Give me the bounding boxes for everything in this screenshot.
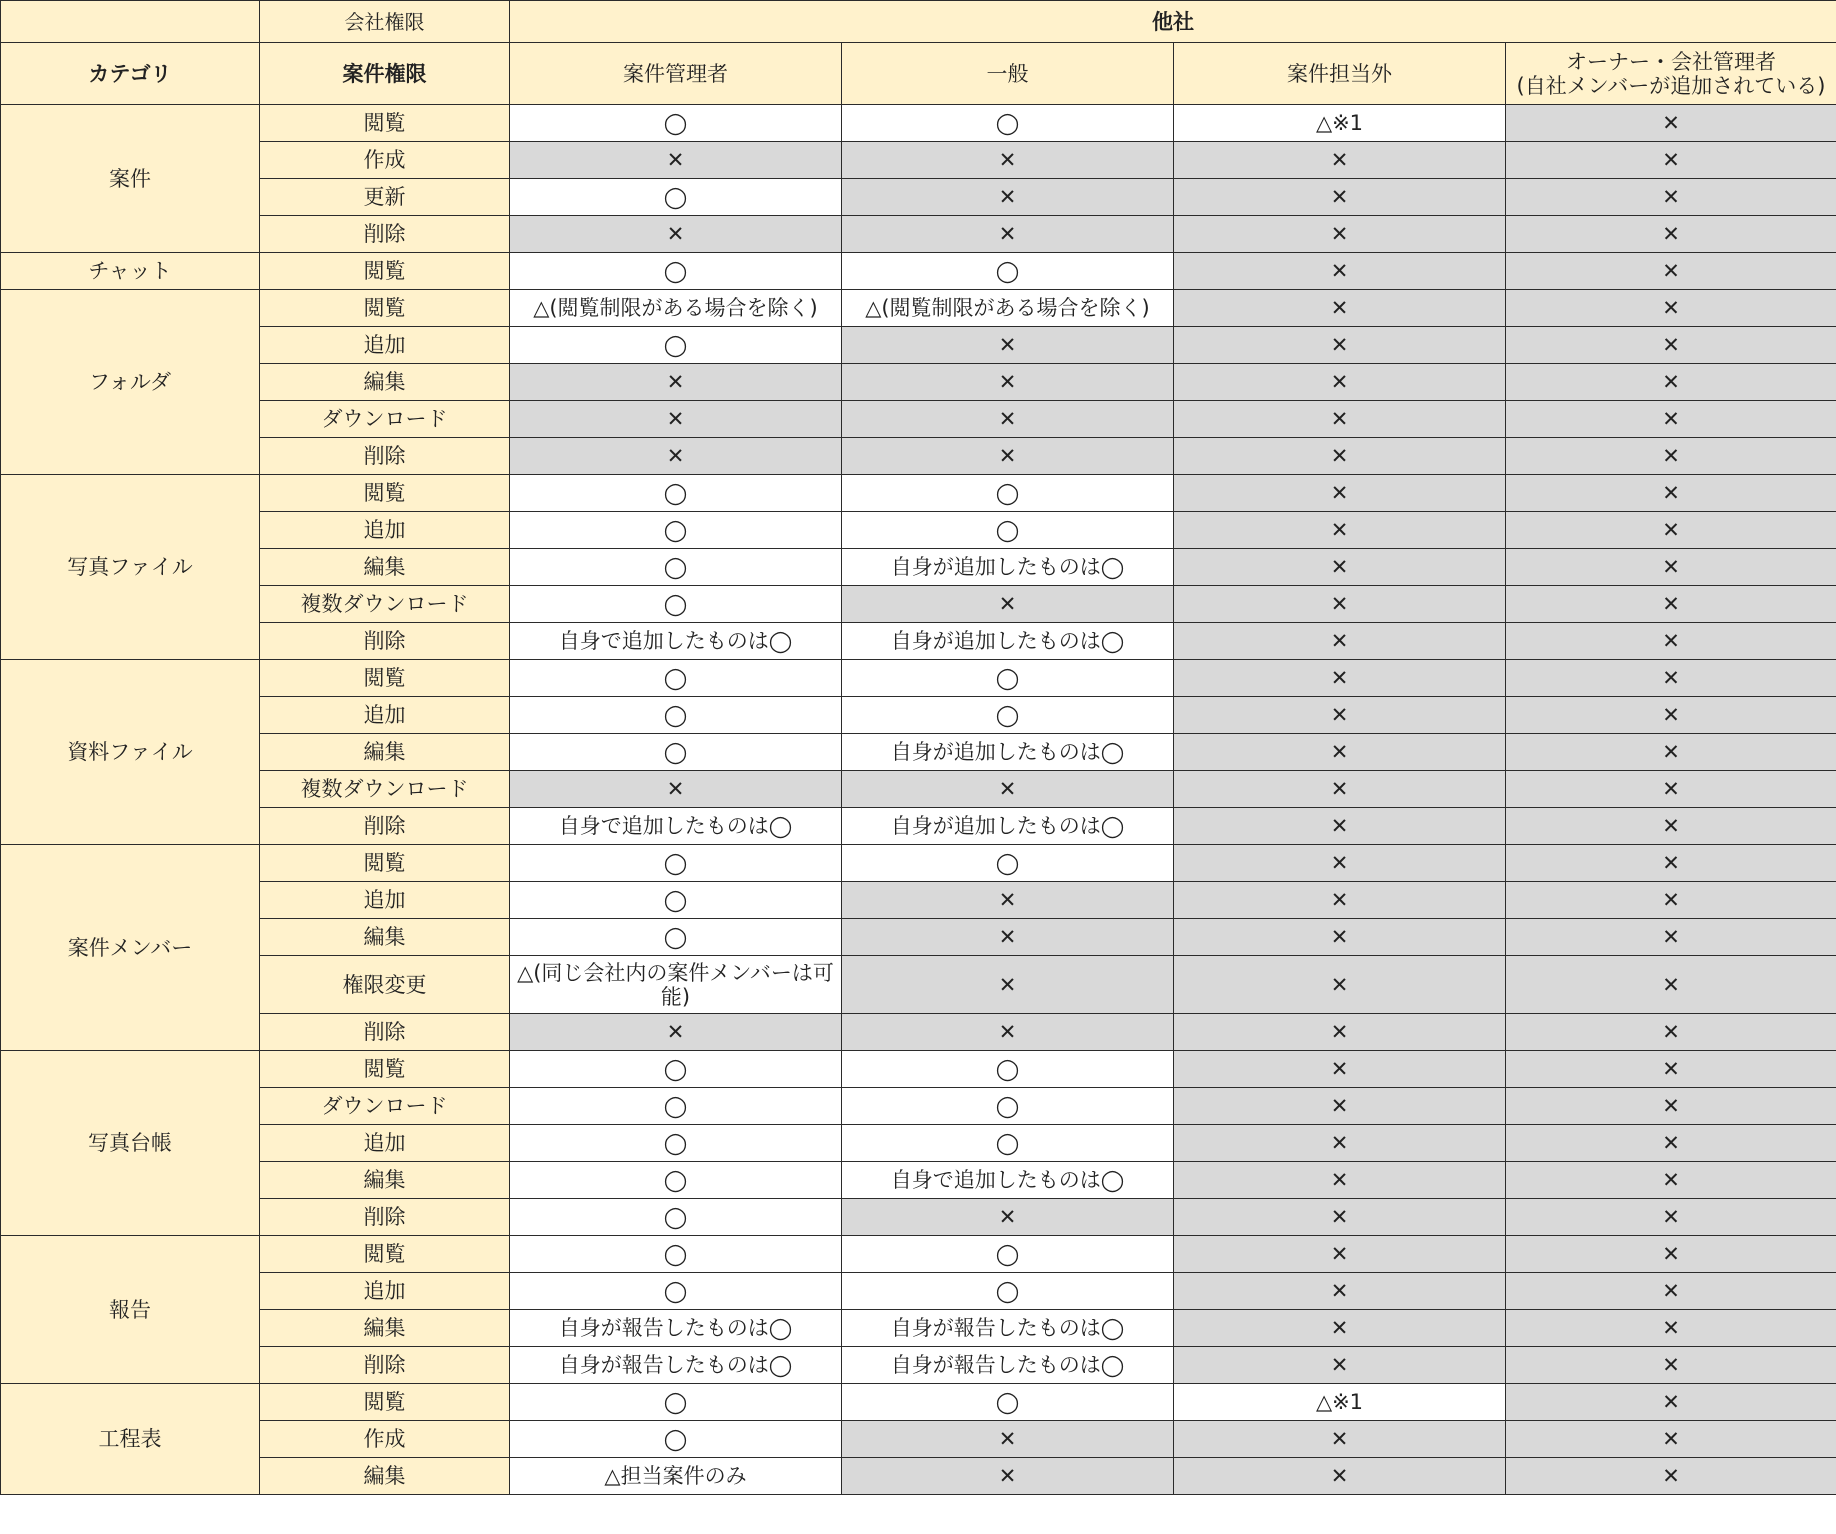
- value-cell: ✕: [1506, 475, 1836, 512]
- value-cell: ◯: [510, 179, 842, 216]
- value-cell: ✕: [1506, 364, 1836, 401]
- permission-cell: 削除: [260, 1199, 510, 1236]
- value-cell: ✕: [1174, 253, 1506, 290]
- value-cell: ✕: [510, 401, 842, 438]
- value-cell: △担当案件のみ: [510, 1458, 842, 1495]
- header-role-general: 一般: [842, 43, 1174, 105]
- permission-cell: ダウンロード: [260, 1088, 510, 1125]
- value-cell: ✕: [1506, 1199, 1836, 1236]
- value-cell: 自身で追加したものは◯: [510, 808, 842, 845]
- value-cell: ✕: [1506, 1347, 1836, 1384]
- value-cell: ✕: [842, 882, 1174, 919]
- header-category: カテゴリ: [1, 43, 260, 105]
- value-cell: ✕: [1506, 1384, 1836, 1421]
- table-row: [1, 808, 1836, 845]
- value-cell: ◯: [842, 1051, 1174, 1088]
- value-cell: ✕: [1174, 623, 1506, 660]
- value-cell: ✕: [1506, 1458, 1836, 1495]
- permission-cell: 閲覧: [260, 1236, 510, 1273]
- value-cell: ◯: [842, 697, 1174, 734]
- table-row: [1, 475, 1836, 512]
- table-row: [1, 1421, 1836, 1458]
- value-cell: ✕: [1506, 956, 1836, 1014]
- table-row: [1, 734, 1836, 771]
- value-cell: ✕: [1506, 290, 1836, 327]
- value-cell: ✕: [510, 438, 842, 475]
- permission-cell: 編集: [260, 1162, 510, 1199]
- value-cell: △(閲覧制限がある場合を除く): [510, 290, 842, 327]
- value-cell: ✕: [1506, 327, 1836, 364]
- value-cell: ◯: [842, 1088, 1174, 1125]
- value-cell: ✕: [1506, 142, 1836, 179]
- table-row: [1, 660, 1836, 697]
- value-cell: ◯: [510, 1273, 842, 1310]
- category-cell: チャット: [1, 253, 260, 290]
- value-cell: ✕: [842, 586, 1174, 623]
- value-cell: 自身が追加したものは◯: [842, 734, 1174, 771]
- header-role-not-assigned: 案件担当外: [1174, 43, 1506, 105]
- value-cell: ✕: [1174, 1088, 1506, 1125]
- value-cell: ✕: [1506, 549, 1836, 586]
- value-cell: ✕: [1506, 253, 1836, 290]
- table-row: [1, 882, 1836, 919]
- value-cell: ◯: [510, 1051, 842, 1088]
- category-cell: 写真ファイル: [1, 475, 260, 660]
- value-cell: ✕: [510, 364, 842, 401]
- permission-cell: 追加: [260, 1273, 510, 1310]
- value-cell: ◯: [842, 660, 1174, 697]
- value-cell: 自身が報告したものは◯: [842, 1310, 1174, 1347]
- permission-cell: 閲覧: [260, 1051, 510, 1088]
- value-cell: ✕: [842, 1014, 1174, 1051]
- value-cell: ◯: [842, 1384, 1174, 1421]
- value-cell: 自身が追加したものは◯: [842, 549, 1174, 586]
- table-row: [1, 1384, 1836, 1421]
- value-cell: ◯: [510, 882, 842, 919]
- table-row: [1, 1199, 1836, 1236]
- header-company-perm: 会社権限: [260, 1, 510, 43]
- table-row: [1, 142, 1836, 179]
- value-cell: ✕: [1174, 734, 1506, 771]
- permission-cell: 編集: [260, 734, 510, 771]
- value-cell: △※1: [1174, 1384, 1506, 1421]
- value-cell: ◯: [510, 1125, 842, 1162]
- permission-cell: 追加: [260, 697, 510, 734]
- table-row: [1, 512, 1836, 549]
- value-cell: ✕: [842, 771, 1174, 808]
- category-cell: フォルダ: [1, 290, 260, 475]
- value-cell: △(閲覧制限がある場合を除く): [842, 290, 1174, 327]
- value-cell: ◯: [510, 475, 842, 512]
- value-cell: ✕: [1506, 882, 1836, 919]
- value-cell: ✕: [1174, 142, 1506, 179]
- table-row: [1, 438, 1836, 475]
- value-cell: ◯: [510, 1236, 842, 1273]
- value-cell: ✕: [1506, 623, 1836, 660]
- header-row-roles: [1, 43, 1836, 105]
- value-cell: ✕: [1506, 734, 1836, 771]
- value-cell: ✕: [1174, 1162, 1506, 1199]
- permission-cell: 編集: [260, 1310, 510, 1347]
- value-cell: ✕: [1174, 290, 1506, 327]
- value-cell: ✕: [1174, 1236, 1506, 1273]
- value-cell: ✕: [1174, 1421, 1506, 1458]
- table-row: [1, 549, 1836, 586]
- value-cell: ✕: [1174, 1347, 1506, 1384]
- table-row: [1, 1273, 1836, 1310]
- category-cell: 資料ファイル: [1, 660, 260, 845]
- value-cell: ◯: [510, 660, 842, 697]
- permission-cell: 追加: [260, 1125, 510, 1162]
- value-cell: ✕: [1506, 919, 1836, 956]
- value-cell: ✕: [842, 179, 1174, 216]
- value-cell: ◯: [842, 1273, 1174, 1310]
- value-cell: 自身で追加したものは◯: [842, 1162, 1174, 1199]
- permission-cell: 削除: [260, 808, 510, 845]
- permission-cell: 閲覧: [260, 660, 510, 697]
- table-row: [1, 290, 1836, 327]
- value-cell: ◯: [842, 475, 1174, 512]
- category-cell: 写真台帳: [1, 1051, 260, 1236]
- permission-cell: 削除: [260, 623, 510, 660]
- value-cell: ◯: [510, 1162, 842, 1199]
- value-cell: 自身が追加したものは◯: [842, 623, 1174, 660]
- table-row: [1, 216, 1836, 253]
- value-cell: ✕: [1174, 845, 1506, 882]
- value-cell: ✕: [1174, 216, 1506, 253]
- value-cell: ✕: [1506, 1014, 1836, 1051]
- value-cell: ✕: [1174, 882, 1506, 919]
- value-cell: ◯: [510, 549, 842, 586]
- value-cell: ✕: [1506, 845, 1836, 882]
- permission-cell: 編集: [260, 364, 510, 401]
- value-cell: 自身が報告したものは◯: [842, 1347, 1174, 1384]
- value-cell: ✕: [1506, 660, 1836, 697]
- table-row: [1, 1236, 1836, 1273]
- value-cell: ✕: [1174, 549, 1506, 586]
- table-row: [1, 253, 1836, 290]
- value-cell: ✕: [1174, 327, 1506, 364]
- table-row: [1, 1088, 1836, 1125]
- value-cell: ✕: [1506, 1273, 1836, 1310]
- permission-cell: 追加: [260, 512, 510, 549]
- value-cell: ◯: [510, 105, 842, 142]
- table-row: [1, 401, 1836, 438]
- value-cell: ✕: [510, 771, 842, 808]
- permission-cell: 複数ダウンロード: [260, 771, 510, 808]
- value-cell: ◯: [510, 734, 842, 771]
- value-cell: ✕: [1174, 586, 1506, 623]
- category-cell: 報告: [1, 1236, 260, 1384]
- permission-cell: 編集: [260, 919, 510, 956]
- value-cell: ✕: [842, 438, 1174, 475]
- value-cell: ✕: [1506, 1421, 1836, 1458]
- header-blank-cell: [1, 1, 260, 43]
- value-cell: ✕: [1506, 1051, 1836, 1088]
- table-row: [1, 1125, 1836, 1162]
- value-cell: ◯: [842, 253, 1174, 290]
- value-cell: ✕: [842, 956, 1174, 1014]
- permission-cell: 追加: [260, 882, 510, 919]
- value-cell: ✕: [510, 216, 842, 253]
- category-cell: 案件: [1, 105, 260, 253]
- table-row: [1, 919, 1836, 956]
- header-other-company: 他社: [510, 1, 1836, 43]
- value-cell: ◯: [510, 845, 842, 882]
- value-cell: ✕: [1506, 808, 1836, 845]
- table-row: [1, 1051, 1836, 1088]
- value-cell: ◯: [510, 512, 842, 549]
- value-cell: ✕: [1506, 1162, 1836, 1199]
- value-cell: ◯: [510, 327, 842, 364]
- permission-cell: 権限変更: [260, 956, 510, 1014]
- value-cell: ✕: [1174, 1310, 1506, 1347]
- value-cell: ◯: [510, 1088, 842, 1125]
- value-cell: ◯: [842, 845, 1174, 882]
- table-row: [1, 1162, 1836, 1199]
- header-row-company: [1, 1, 1836, 43]
- permission-cell: 作成: [260, 142, 510, 179]
- value-cell: ✕: [1506, 438, 1836, 475]
- table-row: [1, 179, 1836, 216]
- permission-cell: 閲覧: [260, 845, 510, 882]
- value-cell: ✕: [1174, 1273, 1506, 1310]
- permission-cell: 閲覧: [260, 105, 510, 142]
- table-row: [1, 1458, 1836, 1495]
- value-cell: ✕: [1174, 956, 1506, 1014]
- table-row: [1, 1014, 1836, 1051]
- value-cell: ✕: [1506, 1125, 1836, 1162]
- value-cell: ✕: [1506, 586, 1836, 623]
- value-cell: ✕: [1506, 105, 1836, 142]
- value-cell: △※1: [1174, 105, 1506, 142]
- value-cell: ✕: [510, 1014, 842, 1051]
- value-cell: ✕: [1506, 179, 1836, 216]
- value-cell: ✕: [1174, 660, 1506, 697]
- table-row: [1, 697, 1836, 734]
- permission-cell: 削除: [260, 1014, 510, 1051]
- value-cell: ◯: [842, 512, 1174, 549]
- permission-cell: 編集: [260, 549, 510, 586]
- header-case-perm: 案件権限: [260, 43, 510, 105]
- table-row: [1, 327, 1836, 364]
- value-cell: ◯: [510, 697, 842, 734]
- table-row: [1, 1347, 1836, 1384]
- value-cell: 自身で追加したものは◯: [510, 623, 842, 660]
- permission-cell: 編集: [260, 1458, 510, 1495]
- permission-cell: 削除: [260, 438, 510, 475]
- value-cell: ✕: [1506, 1310, 1836, 1347]
- value-cell: ✕: [842, 1421, 1174, 1458]
- header-role-owner-admin: オーナー・会社管理者 (自社メンバーが追加されている): [1506, 43, 1836, 105]
- value-cell: 自身が追加したものは◯: [842, 808, 1174, 845]
- value-cell: ✕: [1174, 1199, 1506, 1236]
- value-cell: ✕: [1506, 1088, 1836, 1125]
- table-row: [1, 845, 1836, 882]
- value-cell: ✕: [842, 1199, 1174, 1236]
- value-cell: 自身が報告したものは◯: [510, 1310, 842, 1347]
- permission-cell: 閲覧: [260, 475, 510, 512]
- permission-cell: 閲覧: [260, 253, 510, 290]
- value-cell: ✕: [842, 919, 1174, 956]
- header-role-case-manager: 案件管理者: [510, 43, 842, 105]
- value-cell: ◯: [842, 1125, 1174, 1162]
- value-cell: ✕: [842, 364, 1174, 401]
- value-cell: ✕: [510, 142, 842, 179]
- value-cell: ✕: [1506, 401, 1836, 438]
- value-cell: ✕: [1174, 1125, 1506, 1162]
- table-row: [1, 105, 1836, 142]
- value-cell: ✕: [1174, 179, 1506, 216]
- value-cell: ◯: [510, 1384, 842, 1421]
- table-row: [1, 364, 1836, 401]
- permission-cell: 更新: [260, 179, 510, 216]
- value-cell: ✕: [1506, 1236, 1836, 1273]
- value-cell: ✕: [1174, 771, 1506, 808]
- value-cell: ✕: [1174, 401, 1506, 438]
- permission-cell: 追加: [260, 327, 510, 364]
- table-row: [1, 771, 1836, 808]
- value-cell: ◯: [842, 1236, 1174, 1273]
- permission-cell: ダウンロード: [260, 401, 510, 438]
- value-cell: ✕: [1506, 512, 1836, 549]
- value-cell: ✕: [1174, 475, 1506, 512]
- value-cell: ✕: [1506, 771, 1836, 808]
- value-cell: 自身が報告したものは◯: [510, 1347, 842, 1384]
- value-cell: ✕: [842, 1458, 1174, 1495]
- value-cell: ◯: [510, 1199, 842, 1236]
- value-cell: △(同じ会社内の案件メンバーは可能): [510, 956, 842, 1014]
- permission-cell: 複数ダウンロード: [260, 586, 510, 623]
- table-row: [1, 586, 1836, 623]
- value-cell: ✕: [1174, 438, 1506, 475]
- value-cell: ✕: [1174, 364, 1506, 401]
- value-cell: ◯: [510, 253, 842, 290]
- table-row: [1, 623, 1836, 660]
- value-cell: ◯: [510, 586, 842, 623]
- value-cell: ✕: [842, 327, 1174, 364]
- value-cell: ✕: [1174, 919, 1506, 956]
- value-cell: ✕: [1174, 697, 1506, 734]
- value-cell: ✕: [1174, 512, 1506, 549]
- value-cell: ◯: [510, 1421, 842, 1458]
- value-cell: ✕: [842, 401, 1174, 438]
- value-cell: ✕: [1506, 216, 1836, 253]
- category-cell: 案件メンバー: [1, 845, 260, 1051]
- value-cell: ◯: [842, 105, 1174, 142]
- value-cell: ◯: [510, 919, 842, 956]
- permission-cell: 削除: [260, 1347, 510, 1384]
- value-cell: ✕: [1174, 1458, 1506, 1495]
- table-row: [1, 1310, 1836, 1347]
- value-cell: ✕: [1174, 808, 1506, 845]
- value-cell: ✕: [1174, 1051, 1506, 1088]
- permission-cell: 閲覧: [260, 1384, 510, 1421]
- permission-cell: 作成: [260, 1421, 510, 1458]
- value-cell: ✕: [1174, 1014, 1506, 1051]
- permission-cell: 削除: [260, 216, 510, 253]
- value-cell: ✕: [1506, 697, 1836, 734]
- value-cell: ✕: [842, 216, 1174, 253]
- permission-cell: 閲覧: [260, 290, 510, 327]
- category-cell: 工程表: [1, 1384, 260, 1495]
- table-row: [1, 956, 1836, 1014]
- value-cell: ✕: [842, 142, 1174, 179]
